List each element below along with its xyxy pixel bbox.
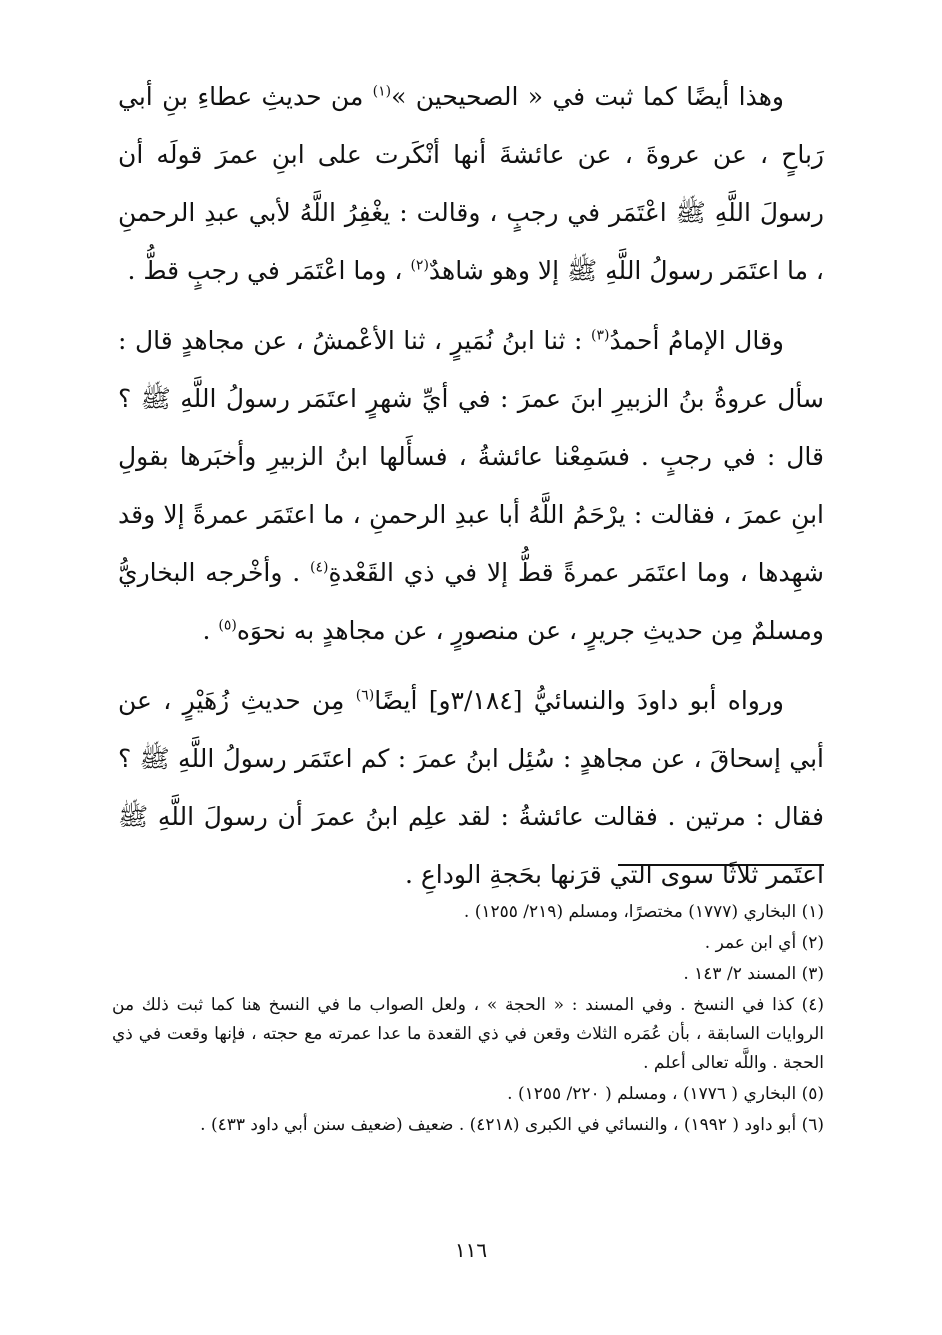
footnote-1: (١) البخاري (١٧٧٧) مختصرًا، ومسلم (٢١٩/ ١٢٥٥) . <box>463 902 824 922</box>
paragraph-2 <box>118 312 824 660</box>
footnote-2: (٢) أي ابن عمر . <box>704 933 824 953</box>
main-text <box>118 68 824 916</box>
paragraph-2-text-a: وقال الإمامُ أحمدُ <box>609 326 784 355</box>
footnote-ref-5[interactable]: (٥) <box>218 617 237 634</box>
paragraph-1-text-c: ، وما اعْتَمَر في رجبٍ قطُّ . <box>127 256 411 285</box>
footnote-3: (٣) المسند ٢/ ١٤٣ . <box>683 964 824 984</box>
page-number: ١١٦ <box>454 1238 488 1262</box>
footnote-ref-6[interactable]: (٦) <box>355 687 375 704</box>
footnote-ref-1[interactable]: (١) <box>372 83 392 100</box>
footnote-5: (٥) البخاري ( ١٧٧٦) ، ومسلم ( ٢٢٠/ ١٢٥٥) . <box>507 1084 824 1104</box>
paragraph-2-text-b: : ثنا ابنُ نُمَيرٍ ، ثنا الأعْمشُ ، عن مجاهدٍ قال : سأل عروةُ بنُ الزبيرِ ابنَ عمرَ : في أيِّ شهرٍ اعتَمَر رسولُ اللَّهِ ﷺ ؟ قال : في رجبٍ . فسَمِعْنا عائشةُ ، فسأَلها ابنُ الزبيرِ وأخبَرها بقولِ ابنِ عمرَ ، فقالت : يرْحَمُ اللَّهُ أبا عبدِ الرحمنِ ، ما اعتَمَر عمرةً إلا وقد شهِدها ، وما اعتَمَر عمرةً قطُّ إلا في ذي القَعْدةِ <box>118 326 824 587</box>
footnote-separator <box>618 864 824 866</box>
paragraph-2-text-d: . <box>202 616 219 645</box>
paragraph-1-text-b: من حديثِ عطاءِ بنِ أبي رَباحٍ ، عن عروةَ ، عن عائشةَ أنها أنْكَرت على ابنِ عمرَ قولَه أن رسولَ اللَّهِ ﷺ اعْتَمَر في رجبٍ ، وقالت : يغْفِرُ اللَّهُ لأبي عبدِ الرحمنِ ، ما اعتَمَر رسولُ اللَّهِ ﷺ إلا وهو شاهدٌ <box>118 82 824 285</box>
paragraph-2-text-c: . وأخْرجه البخاريُّ ومسلمٌ مِن حديثِ جريرٍ ، عن منصورٍ ، عن مجاهدٍ به نحوَه <box>118 558 824 645</box>
paragraph-3-text-b: مِن حديثِ زُهَيْرٍ ، عن أبي إسحاقَ ، عن مجاهدٍ : سُئِل ابنُ عمرَ : كم اعتَمَر رسولُ اللَّهِ ﷺ ؟ فقال : مرتين . فقالت عائشةُ : لقد علِم ابنُ عمرَ أن رسولَ اللَّهِ ﷺ اعتَمر ثلاثًا سوى التي قرَنها بحَجةِ الوداعِ . <box>118 686 824 889</box>
paragraph-1-text-a: وهذا أيضًا كما ثبت في « الصحيحين » <box>391 82 784 111</box>
footnote-4: (٤) كذا في النسخ . وفي المسند : « الحجة » ، ولعل الصواب ما في النسخ هنا كما ثبت ذلك من الروايات السابقة ، بأن عُمَره الثلاث وقعن في ذي القعدة ما عدا عمرته مع حجته ، فإنها وقعت في ذي الحجة . واللَّه تعالى أعلم . <box>112 995 824 1073</box>
paragraph-1 <box>118 68 824 300</box>
paragraph-3-text-a: ورواه أبو داودَ والنسائيُّ [٣/١٨٤و] أيضًا <box>374 686 784 715</box>
footnote-ref-3[interactable]: (٣) <box>590 327 610 344</box>
footnote-ref-2[interactable]: (٢) <box>410 257 429 274</box>
footnote-6: (٦) أبو داود ( ١٩٩٢) ، والنسائي في الكبرى (٤٢١٨) . ضعيف (ضعيف سنن أبي داود ٤٣٣) . <box>200 1115 824 1135</box>
footnotes <box>112 898 824 1142</box>
paragraph-3 <box>118 672 824 904</box>
footnote-ref-4[interactable]: (٤) <box>309 559 329 576</box>
